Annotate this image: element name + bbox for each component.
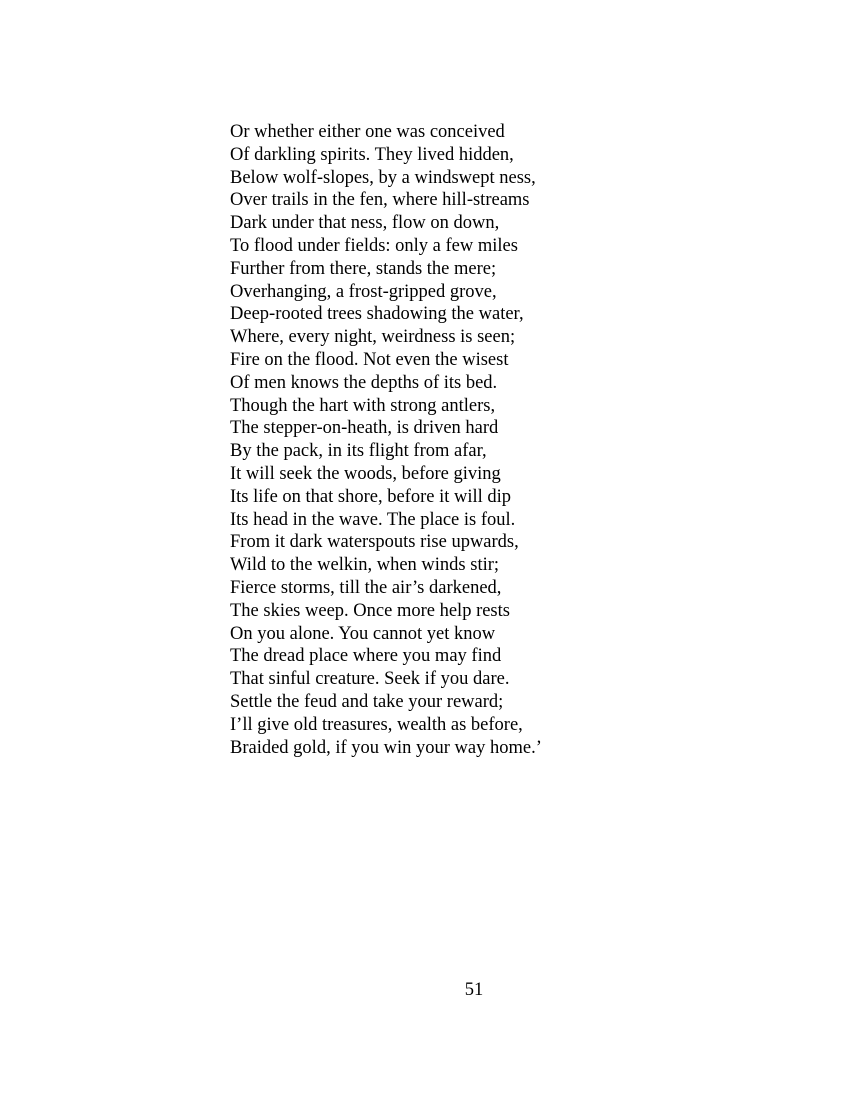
poem-line: On you alone. You cannot yet know <box>230 623 496 644</box>
poem-line: Its head in the wave. The place is foul. <box>230 509 516 530</box>
poem-line: To flood under fields: only a few miles <box>230 235 518 256</box>
poem-line: Fierce storms, till the air’s darkened, <box>230 577 502 598</box>
poem-line: The dread place where you may find <box>230 646 502 667</box>
poem-line: From it dark waterspouts rise upwards, <box>230 532 519 553</box>
poem-line: Of darkling spirits. They lived hidden, <box>230 144 514 165</box>
poem-line: Dark under that ness, flow on down, <box>230 213 500 234</box>
poem-line: The stepper-on-heath, is driven hard <box>230 418 499 439</box>
poem-line: Where, every night, weirdness is seen; <box>230 327 516 348</box>
poem-line: Overhanging, a frost-gripped grove, <box>230 281 497 302</box>
poem-line: Its life on that shore, before it will dip <box>230 486 512 507</box>
poem-line: It will seek the woods, before giving <box>230 463 501 484</box>
poem-line: Of men knows the depths of its bed. <box>230 372 498 393</box>
poem-line: Wild to the welkin, when winds stir; <box>230 555 500 576</box>
poem-line: Braided gold, if you win your way home.’ <box>230 737 542 758</box>
poem-line: Further from there, stands the mere; <box>230 258 497 279</box>
poem-line: Deep-rooted trees shadowing the water, <box>230 304 524 325</box>
poem-line: That sinful creature. Seek if you dare. <box>230 669 510 690</box>
poem-line: I’ll give old treasures, wealth as before, <box>230 714 523 735</box>
poem-line: The skies weep. Once more help rests <box>230 600 510 621</box>
poem-line: Fire on the flood. Not even the wisest <box>230 349 509 370</box>
poem-line: By the pack, in its flight from afar, <box>230 441 487 462</box>
poem-line: Over trails in the fen, where hill-streams <box>230 190 530 211</box>
poem-line: Settle the feud and take your reward; <box>230 691 504 712</box>
poem-line: Below wolf-slopes, by a windswept ness, <box>230 167 536 188</box>
poem-line: Or whether either one was conceived <box>230 122 505 142</box>
poem-stanza <box>230 121 790 759</box>
poem-line: Though the hart with strong antlers, <box>230 395 496 416</box>
page-number: 51 <box>464 980 484 1000</box>
